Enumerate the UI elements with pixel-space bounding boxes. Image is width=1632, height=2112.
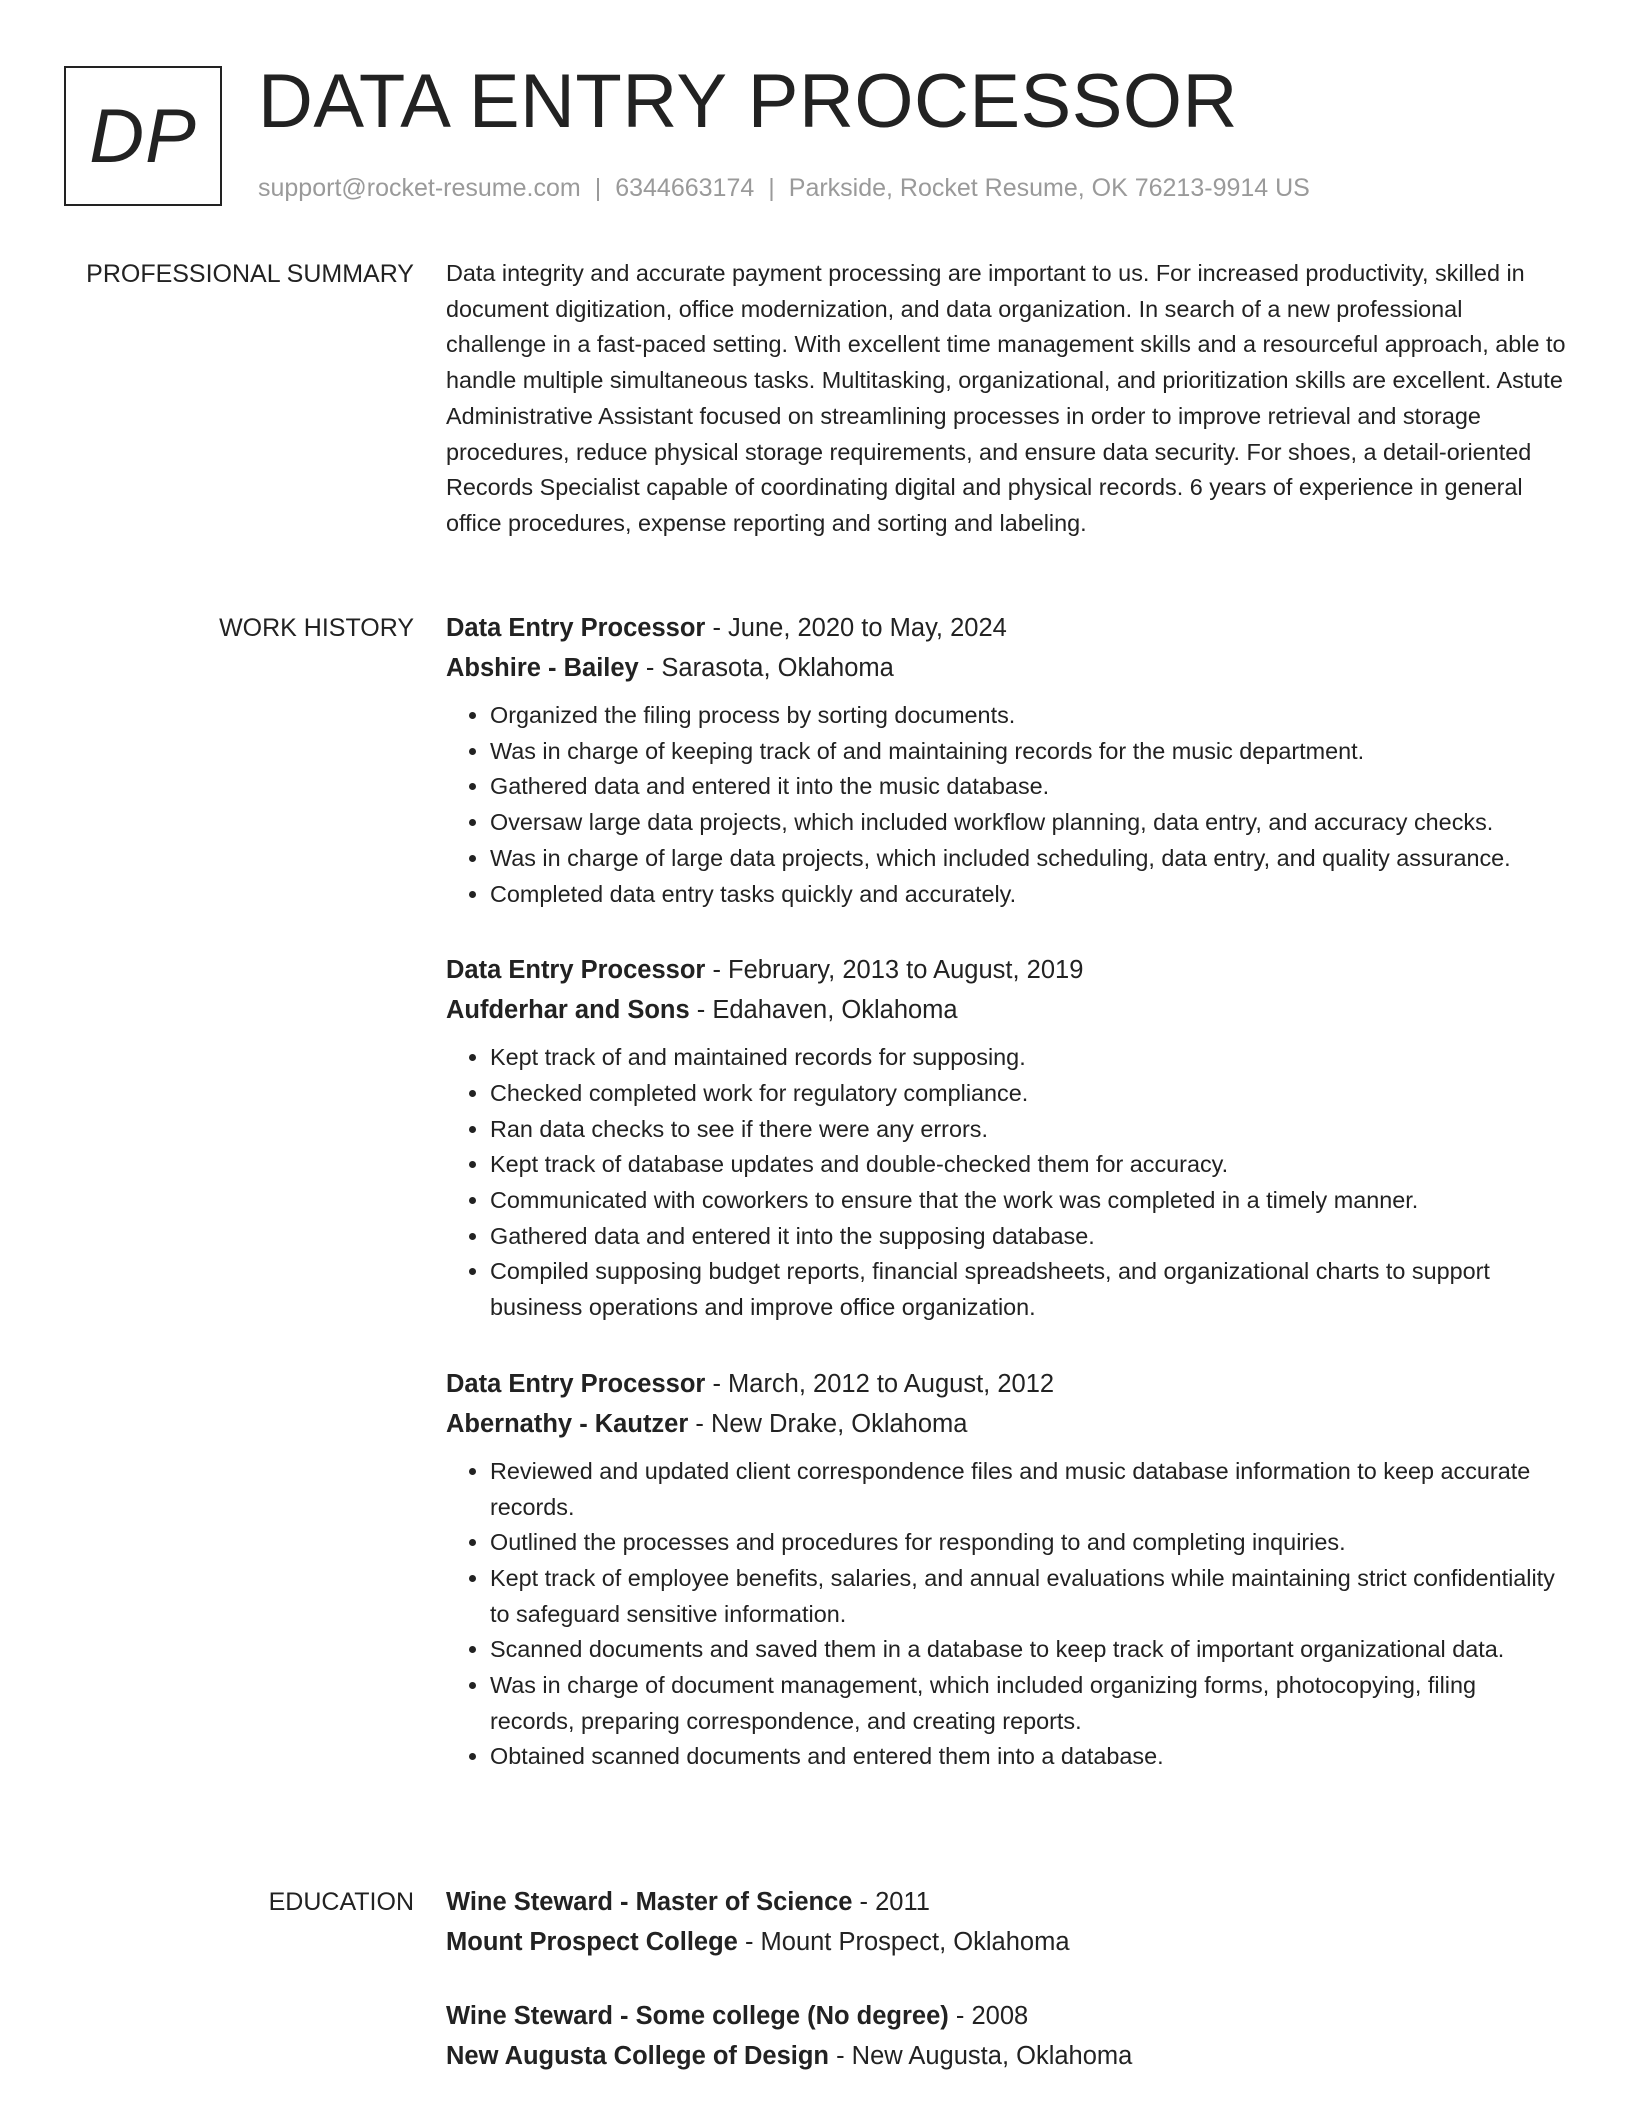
education-degree: Wine Steward - Some college (No degree) xyxy=(446,2002,949,2030)
job-company: Aufderhar and Sons xyxy=(446,996,690,1025)
contact-address: Parkside, Rocket Resume, OK 76213-9914 US xyxy=(788,174,1310,202)
education-school: Mount Prospect College xyxy=(446,1928,738,1956)
education-location: - New Augusta, Oklahoma xyxy=(829,2042,1133,2070)
duty-item: • Was in charge of large data projects, which included scheduling, data entry, and quality assurance. xyxy=(490,841,1566,877)
duty-item: • Organized the filing process by sorting documents. xyxy=(490,698,1566,734)
job-dates: - June, 2020 to May, 2024 xyxy=(705,614,1007,642)
duty-item: • Outlined the processes and procedures for responding to and completing inquiries. xyxy=(490,1525,1566,1561)
job-entry xyxy=(446,950,1566,1326)
education-degree: Wine Steward - Master of Science xyxy=(446,1888,853,1916)
contact-separator: | xyxy=(768,174,775,202)
duty-item: • Gathered data and entered it into the music database. xyxy=(490,769,1566,805)
contact-phone: 6344663174 xyxy=(615,174,755,202)
job-duties xyxy=(446,698,1566,912)
duty-item: • Ran data checks to see if there were any errors. xyxy=(490,1112,1566,1148)
education-year: - 2011 xyxy=(852,1888,930,1916)
education-school-line xyxy=(446,2036,1566,2076)
job-company-line xyxy=(446,1404,1566,1444)
education-degree-line xyxy=(446,1882,1566,1922)
job-title-line xyxy=(446,608,1566,648)
education-entry xyxy=(446,1882,1566,1962)
contact-line xyxy=(258,174,1310,203)
education-entry xyxy=(446,1996,1566,2076)
work-history-heading: WORK HISTORY xyxy=(219,614,414,642)
job-dates: - March, 2012 to August, 2012 xyxy=(705,1369,1055,1398)
resume-title: DATA ENTRY PROCESSOR xyxy=(258,59,1238,144)
duty-item: • Obtained scanned documents and entered them into a database. xyxy=(490,1739,1566,1775)
job-duties xyxy=(446,1040,1566,1326)
duty-item: • Kept track of employee benefits, salaries, and annual evaluations while maintaining strict confidentiality to safeguard sensitive information. xyxy=(490,1561,1566,1632)
job-title: Data Entry Processor xyxy=(446,956,706,985)
duty-item: • Completed data entry tasks quickly and accurately. xyxy=(490,877,1566,913)
education-heading: EDUCATION xyxy=(268,1888,414,1916)
summary-body xyxy=(446,256,1566,542)
job-entry xyxy=(446,608,1566,912)
job-title-line xyxy=(446,1364,1566,1404)
duty-item: • Oversaw large data projects, which included workflow planning, data entry, and accuracy checks. xyxy=(490,805,1566,841)
job-dates: - February, 2013 to August, 2019 xyxy=(705,956,1084,985)
summary-heading: PROFESSIONAL SUMMARY xyxy=(86,260,414,288)
duty-item: • Gathered data and entered it into the supposing database. xyxy=(490,1219,1566,1255)
summary-text: Data integrity and accurate payment processing are important to us. For increased productivity, skilled in document digitization, office modernization, and data organization. In search of a new professional challenge in a fast-paced setting. With excellent time management skills and a resourceful approach, able to handle multiple simultaneous tasks. Multitasking, organizational, and prioritization skills are excellent. Astute Administrative Assistant focused on streamlining processes in order to improve retrieval and storage procedures, reduce physical storage requirements, and ensure data security. For shoes, a detail-oriented Records Specialist capable of coordinating digital and physical records. 6 years of experience in general office procedures, expense reporting and sorting and labeling. xyxy=(446,260,1566,536)
duty-item: • Communicated with coworkers to ensure that the work was completed in a timely manner. xyxy=(490,1183,1566,1219)
job-entry xyxy=(446,1364,1566,1775)
job-title: Data Entry Processor xyxy=(446,1369,706,1398)
education-body xyxy=(446,1882,1566,2110)
education-school-line xyxy=(446,1922,1566,1962)
duty-item: • Was in charge of document management, which included organizing forms, photocopying, filing records, preparing correspondence, and creating reports. xyxy=(490,1668,1566,1739)
job-location: - Sarasota, Oklahoma xyxy=(638,654,894,682)
duty-item: • Reviewed and updated client correspondence files and music database information to keep accurate records. xyxy=(490,1454,1566,1525)
contact-separator: | xyxy=(594,174,602,202)
duty-item: • Checked completed work for regulatory compliance. xyxy=(490,1076,1566,1112)
education-school: New Augusta College of Design xyxy=(446,2042,830,2070)
contact-email: support@rocket-resume.com xyxy=(258,174,581,202)
job-company-line xyxy=(446,990,1566,1030)
duty-item: • Compiled supposing budget reports, financial spreadsheets, and organizational charts to support business operations and improve office organization. xyxy=(490,1254,1566,1325)
monogram-badge: DP xyxy=(64,66,222,206)
job-location: - New Drake, Oklahoma xyxy=(688,1409,968,1438)
job-title: Data Entry Processor xyxy=(446,614,706,642)
duty-item: • Was in charge of keeping track of and maintaining records for the music department. xyxy=(490,734,1566,770)
education-year: - 2008 xyxy=(948,2002,1029,2030)
duty-item: • Kept track of and maintained records for supposing. xyxy=(490,1040,1566,1076)
job-company: Abshire - Bailey xyxy=(446,654,639,682)
work-history-body xyxy=(446,608,1566,1813)
job-company: Abernathy - Kautzer xyxy=(446,1409,689,1438)
job-title-line xyxy=(446,950,1566,990)
duty-item: • Scanned documents and saved them in a database to keep track of important organizational data. xyxy=(490,1632,1566,1668)
education-location: - Mount Prospect, Oklahoma xyxy=(737,1928,1070,1956)
job-duties xyxy=(446,1454,1566,1775)
education-degree-line xyxy=(446,1996,1566,2036)
duty-item: • Kept track of database updates and double-checked them for accuracy. xyxy=(490,1147,1566,1183)
job-location: - Edahaven, Oklahoma xyxy=(689,996,958,1025)
job-company-line xyxy=(446,648,1566,688)
